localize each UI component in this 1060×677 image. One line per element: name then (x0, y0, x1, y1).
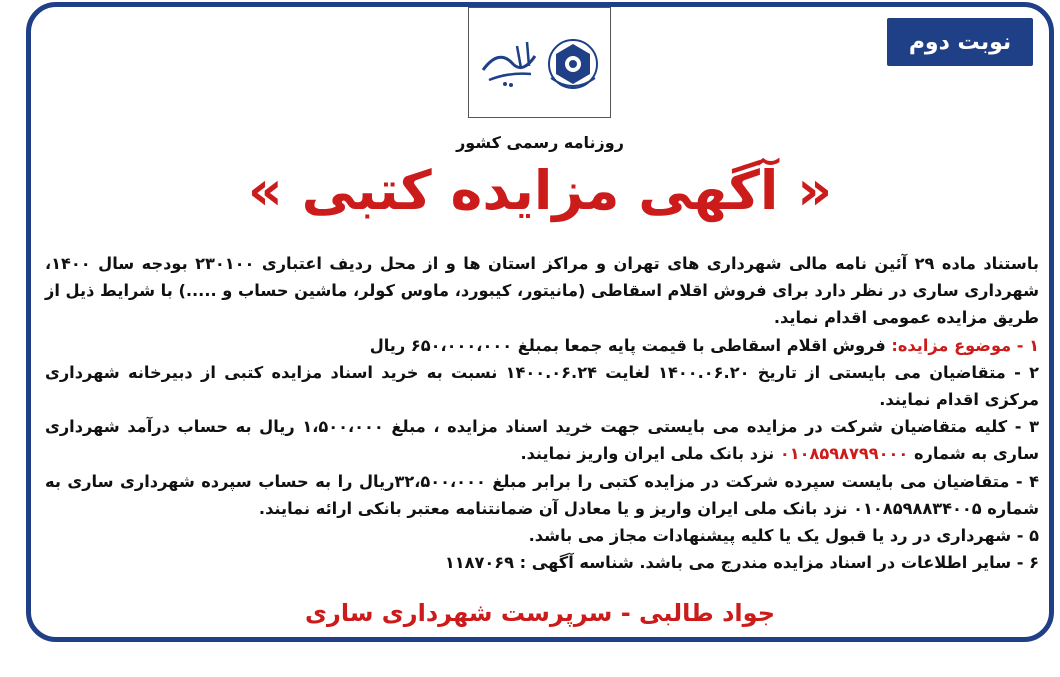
ad-title: « آگهی مزایده کتبی » (247, 159, 833, 222)
item-1-text: فروش اقلام اسقاطی با قیمت پایه جمعا بمبلغ ۶۵۰،۰۰۰،۰۰۰ ریال (369, 335, 892, 355)
item-4: ۴ - متقاضیان می بایست سپرده شرکت در مزایده کتبی را برابر مبلغ ۳۲،۵۰۰،۰۰۰ریال را به حساب سپرده شهرداری ساری به شماره ۰۱۰۸۵۹۸۸۳۴۰۰۵ نزد بانک ملی ایران واریز و یا معادل آن ضمانتنامه معتبر بانکی ارائه نمایند. (45, 471, 1039, 518)
signature: جواد طالبی - سرپرست شهرداری ساری (305, 599, 775, 627)
item-1-label: ۱ - موضوع مزایده: (891, 335, 1039, 355)
item-3-account: ۰۱۰۸۵۹۸۷۹۹۰۰۰ (779, 444, 909, 464)
item-3 (45, 413, 1039, 467)
ad-frame (26, 2, 1054, 642)
item-1 (45, 332, 1039, 359)
item-3-text-b: نزد بانک ملی ایران واریز نمایند. (520, 444, 780, 464)
municipality-logo (468, 7, 611, 118)
round-badge: نوبت دوم (887, 18, 1033, 66)
item-5: ۵ - شهرداری در رد یا قبول یک یا کلیه پیشنهادات مجاز می باشد. (528, 526, 1039, 546)
intro-paragraph: باستناد ماده ۲۹ آئین نامه مالی شهرداری های تهران و مراکز استان ها و از محل ردیف اعتباری ۲۳۰۱۰۰ بودجه سال ۱۴۰۰، شهرداری ساری در نظر دارد برای فروش اقلام اسقاطی (مانیتور، کیبورد، ماوس کولر، ماشین حساب و .....) با شرایط ذیل از طریق مزایده عمومی اقدام نماید. (45, 254, 1039, 328)
newspaper-label: روزنامه رسمی کشور (456, 133, 624, 152)
item-6: ۶ - سایر اطلاعات در اسناد مزایده مندرج می باشد. شناسه آگهی : ۱۱۸۷۰۶۹ (444, 553, 1039, 573)
ad-body (45, 250, 1039, 576)
item-3-text-a: ۳ - کلیه متقاضیان شرکت در مزایده می بایستی جهت خرید اسناد مزایده ، مبلغ ۱،۵۰۰،۰۰۰ ریال به حساب درآمد شهرداری ساری به شماره (45, 417, 1039, 464)
item-2: ۲ - متقاضیان می بایستی از تاریخ ۱۴۰۰.۰۶.۲۰ لغایت ۱۴۰۰.۰۶.۲۴ نسبت به خرید اسناد مزایده کتبی از دبیرخانه شهرداری مرکزی اقدام نمایند. (45, 362, 1039, 410)
